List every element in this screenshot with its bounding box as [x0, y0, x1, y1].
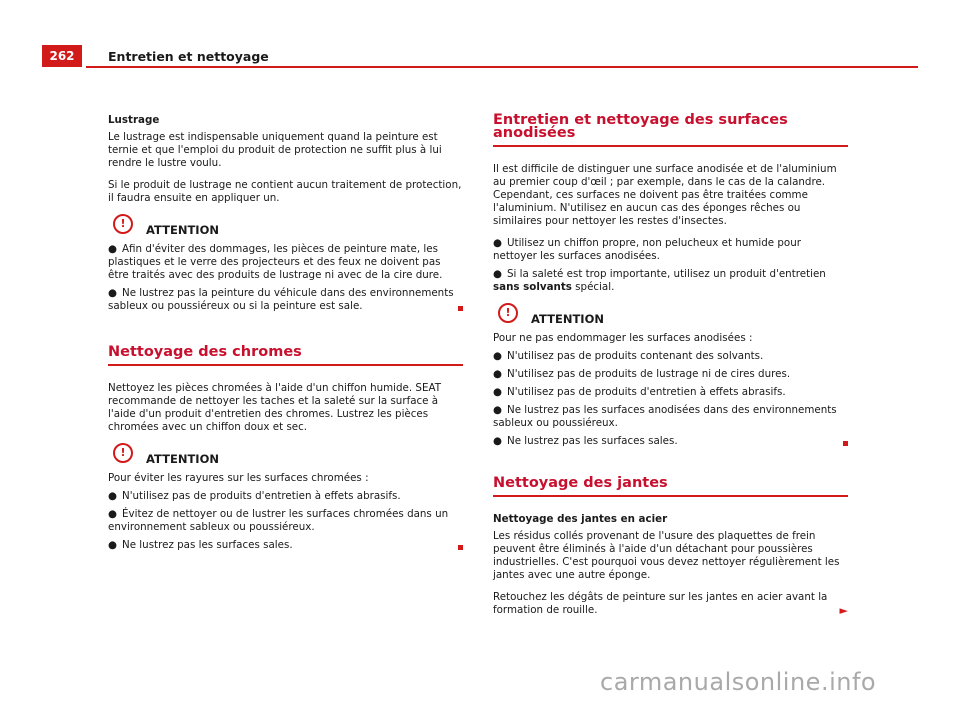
- bullet-icon: ●: [493, 404, 502, 416]
- bullet-text: Ne lustrez pas la peinture du véhicule dans des environnements sableux ou poussiéreux ou si la peinture est sale.: [108, 287, 454, 312]
- paragraph: Les résidus collés provenant de l'usure des plaquettes de frein peuvent être éliminés à l'aide d'un détachant pour poussières industrielles. C'est pourquoi vous devez nettoyer régulièrement les jantes avec une autre éponge.: [493, 530, 840, 581]
- bullet-icon: ●: [493, 435, 502, 447]
- bullet-text: Évitez de nettoyer ou de lustrer les surfaces chromées dans un environnement sableux ou poussiéreux.: [108, 508, 449, 533]
- bullet-text-bold: sans solvants: [493, 281, 572, 293]
- bullet-text: Ne lustrez pas les surfaces anodisées dans des environnements sableux ou poussiéreux.: [493, 404, 837, 429]
- bullet-icon: ●: [108, 539, 117, 551]
- attention-label: ATTENTION: [531, 312, 604, 326]
- bullet-icon: ●: [493, 268, 502, 280]
- bullet-text-post: spécial.: [571, 281, 615, 293]
- bullet-icon: ●: [493, 386, 502, 398]
- right-column: [493, 114, 848, 626]
- paragraph: Il est difficile de distinguer une surface anodisée et de l'aluminium au premier coup d'œil ; par exemple, dans le cas de la calandre. Cependant, ces surfaces ne doivent pas être traitées comme l'aluminium. N'utilisez en aucun cas des éponges rêches ou similaires pour nettoyer les restes d'insectes.: [493, 163, 837, 227]
- section-subheading: Lustrage: [108, 114, 160, 126]
- warning-icon: !: [113, 443, 133, 463]
- bullet-icon: ●: [493, 368, 502, 380]
- page-header-title: Entretien et nettoyage: [108, 49, 269, 64]
- bullet-icon: ●: [108, 243, 117, 255]
- continue-arrow-icon: ►: [839, 604, 848, 617]
- watermark: carmanualsonline.info: [600, 668, 877, 696]
- bullet-item: [493, 368, 848, 381]
- paragraph: Le lustrage est indispensable uniquement quand la peinture est ternie et que l'emploi du produit de protection ne suffit plus à lui rendre le lustre voulu.: [108, 131, 442, 169]
- paragraph: Nettoyez les pièces chromées à l'aide d'un chiffon humide. SEAT recommande de nettoyer les taches et la saleté sur la surface à l'aide d'un produit d'entretien des chromes. Lustrez les pièces chromées avec un chiffon doux et sec.: [108, 382, 442, 433]
- bullet-text: Afin d'éviter des dommages, les pièces de peinture mate, les plastiques et le verre des projecteurs et des feux ne doivent pas être traités avec des produits de lustrage ni avec de la cire dure.: [108, 243, 443, 281]
- attention-intro: Pour ne pas endommager les surfaces anodisées :: [493, 332, 753, 344]
- bullet-item: [108, 508, 463, 534]
- bullet-item: [493, 404, 848, 430]
- bullet-item: [108, 490, 463, 503]
- bullet-text: Utilisez un chiffon propre, non pelucheux et humide pour nettoyer les surfaces anodisées.: [493, 237, 801, 262]
- bullet-item: [493, 435, 848, 448]
- attention-box-header: [493, 306, 848, 326]
- bullet-item: [108, 539, 463, 552]
- header-rule: [86, 66, 918, 68]
- attention-label: ATTENTION: [146, 223, 219, 237]
- attention-label: ATTENTION: [146, 452, 219, 466]
- paragraph-text: Retouchez les dégâts de peinture sur les jantes en acier avant la formation de rouille.: [493, 591, 828, 616]
- bullet-text: Ne lustrez pas les surfaces sales.: [122, 539, 293, 551]
- bullet-icon: ●: [493, 350, 502, 362]
- bullet-text: N'utilisez pas de produits d'entretien à effets abrasifs.: [122, 490, 401, 502]
- bullet-text: Ne lustrez pas les surfaces sales.: [507, 435, 678, 447]
- bullet-item: [108, 287, 463, 313]
- bullet-text: N'utilisez pas de produits de lustrage ni de cires dures.: [507, 368, 791, 380]
- bullet-icon: ●: [108, 287, 117, 299]
- attention-box-header: [108, 446, 463, 466]
- bullet-icon: ●: [108, 490, 117, 502]
- bullet-item: [493, 237, 848, 263]
- bullet-text: N'utilisez pas de produits contenant des solvants.: [507, 350, 764, 362]
- warning-icon: !: [113, 214, 133, 234]
- section-heading: Nettoyage des chromes: [108, 346, 463, 366]
- section-subheading: Nettoyage des jantes en acier: [493, 513, 668, 525]
- bullet-item: [493, 386, 848, 399]
- attention-intro: Pour éviter les rayures sur les surfaces chromées :: [108, 472, 369, 484]
- bullet-icon: ●: [493, 237, 502, 249]
- attention-box-header: [108, 217, 463, 237]
- bullet-item: [493, 268, 848, 294]
- section-heading: Nettoyage des jantes: [493, 477, 848, 497]
- warning-icon: !: [498, 303, 518, 323]
- bullet-text-pre: Si la saleté est trop importante, utilisez un produit d'entretien: [507, 268, 826, 280]
- bullet-icon: ●: [108, 508, 117, 520]
- section-heading: Entretien et nettoyage des surfaces anodisées: [493, 114, 848, 147]
- bullet-item: [108, 243, 463, 282]
- left-column: [108, 114, 463, 557]
- paragraph: [493, 591, 848, 617]
- paragraph: Si le produit de lustrage ne contient aucun traitement de protection, il faudra ensuite en appliquer un.: [108, 179, 462, 204]
- bullet-text: N'utilisez pas de produits d'entretien à effets abrasifs.: [507, 386, 786, 398]
- bullet-item: [493, 350, 848, 363]
- page-number: 262: [42, 45, 82, 67]
